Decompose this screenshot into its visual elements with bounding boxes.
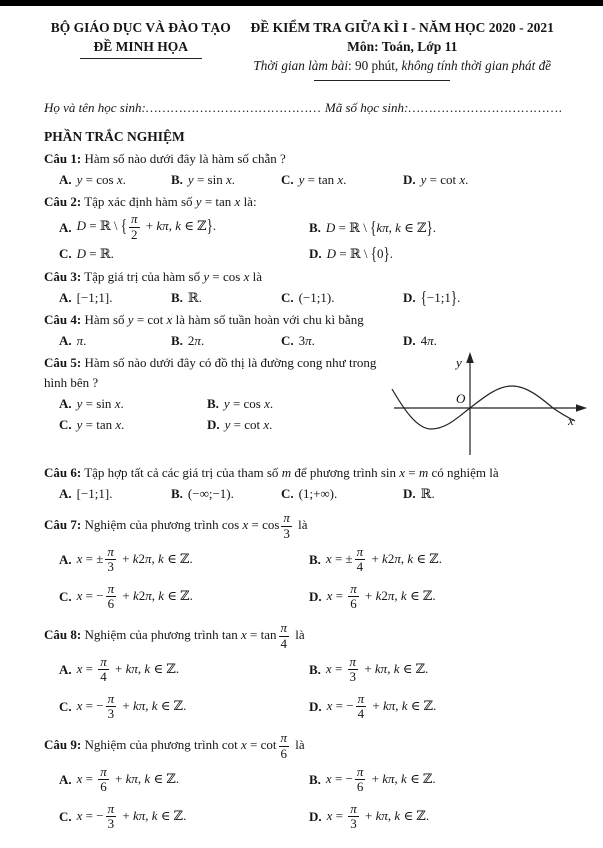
question-text-column	[44, 353, 384, 435]
option-label: D.	[309, 809, 322, 825]
question-number: Câu 5:	[44, 355, 82, 371]
option-text: 4π.	[420, 333, 437, 349]
option-d	[403, 483, 567, 504]
option-c	[59, 242, 309, 265]
option-d	[207, 414, 384, 435]
option-b	[309, 652, 567, 687]
duration-underline	[314, 80, 450, 81]
option-text: x = ± $\frac{\pi}{4}$ + k2π, k ∈ ℤ.	[325, 543, 442, 575]
option-text: x = $\frac{\pi}{3}$ + kπ, k ∈ ℤ.	[325, 653, 429, 685]
x-axis-label: x	[568, 413, 574, 429]
student-id-blank: ……………………………….	[408, 100, 564, 115]
option-d	[309, 242, 567, 265]
option-text: [−1;1].	[76, 486, 113, 502]
option-label: C.	[59, 417, 72, 433]
option-text: x = − $\frac{\pi}{4}$ + kπ, k ∈ ℤ.	[326, 690, 437, 722]
option-text: [−1;1].	[76, 290, 113, 306]
option-a	[59, 212, 309, 242]
option-label: C.	[281, 486, 294, 502]
duration-note: không tính thời gian phát đề	[401, 58, 552, 73]
option-label: A.	[59, 552, 72, 568]
question	[44, 267, 567, 308]
question	[44, 310, 567, 351]
options	[44, 652, 567, 724]
option-a	[59, 393, 207, 414]
option-c	[281, 483, 403, 504]
question-stem: Câu 7: Nghiệm của phương trình cos x = cos $\frac{\pi}{3}$ là	[44, 510, 308, 541]
option-d	[403, 330, 567, 351]
option-a	[59, 483, 171, 504]
option-label: B.	[309, 552, 321, 568]
option-text: y = cot x.	[420, 172, 469, 187]
option-d	[309, 579, 567, 614]
option-label: A.	[59, 486, 72, 502]
option-label: A.	[59, 662, 72, 678]
option-label: D.	[403, 290, 416, 306]
duration-label: Thời gian làm bài	[253, 58, 349, 73]
question-number: Câu 1:	[44, 151, 82, 166]
exam-subject: Môn: Toán, Lớp 11	[347, 39, 458, 54]
option-label: A.	[59, 290, 72, 306]
option-text: ℝ.	[187, 290, 202, 306]
section-title: PHẦN TRẮC NGHIỆM	[44, 129, 185, 144]
option-text: (−1;1).	[298, 290, 335, 306]
question-stem: Câu 1: Hàm số nào dưới đây là hàm số chẵn ?	[44, 151, 286, 166]
option-text: ℝ.	[420, 486, 435, 502]
ministry-name: BỘ GIÁO DỤC VÀ ĐÀO TẠO	[50, 20, 231, 35]
question-number: Câu 8:	[44, 627, 82, 643]
options	[44, 330, 567, 351]
option-text: (1;+∞).	[298, 486, 338, 502]
option-a	[59, 330, 171, 351]
option-c	[281, 287, 403, 308]
option-label: C.	[59, 589, 72, 605]
option-label: B.	[207, 396, 219, 412]
question	[44, 731, 567, 834]
question-number: Câu 6:	[44, 465, 82, 481]
question-stem: Câu 6: Tập hợp tất cả các giá trị của tham số m để phương trình sin x = m có nghiệm là	[44, 465, 499, 481]
option-text: y = tan x.	[76, 417, 125, 433]
option-text: x = $\frac{\pi}{6}$ + k2π, k ∈ ℤ.	[326, 580, 436, 612]
option-d	[403, 169, 567, 190]
option-d	[309, 689, 567, 724]
options	[44, 287, 567, 308]
question-stem: Câu 8: Nghiệm của phương trình tan x = tan $\frac{\pi}{4}$ là	[44, 620, 305, 651]
option-label: C.	[281, 290, 294, 306]
option-label: C.	[281, 333, 294, 349]
option-b	[207, 393, 384, 414]
option-text: x = $\frac{\pi}{4}$ + kπ, k ∈ ℤ.	[76, 653, 180, 685]
student-id-label: Mã số học sinh:	[321, 100, 409, 115]
option-a	[59, 169, 171, 190]
options	[44, 483, 567, 504]
option-text: x = $\frac{\pi}{6}$ + kπ, k ∈ ℤ.	[76, 763, 180, 795]
option-label: C.	[281, 172, 294, 187]
option-text: x = $\frac{\pi}{3}$ + kπ, k ∈ ℤ.	[326, 800, 430, 832]
question	[44, 192, 567, 265]
option-label: C.	[59, 246, 72, 262]
option-label: A.	[59, 772, 72, 788]
option-label: D.	[207, 417, 220, 433]
option-d	[403, 287, 567, 308]
header-right	[238, 18, 567, 81]
options	[44, 169, 567, 190]
option-c	[59, 689, 309, 724]
options	[44, 542, 567, 614]
option-a	[59, 287, 171, 308]
option-text: y = tan x.	[298, 172, 347, 187]
question	[44, 511, 567, 614]
student-name-blank: ……………………………………	[145, 100, 322, 115]
option-text: y = sin x.	[187, 172, 235, 187]
student-info-line	[44, 98, 567, 118]
option-text: 3π.	[298, 333, 315, 349]
option-label: B.	[171, 172, 183, 187]
option-label: C.	[59, 699, 72, 715]
question	[44, 149, 567, 190]
question	[44, 353, 574, 461]
option-text: y = cot x.	[224, 417, 273, 433]
x-axis-arrow	[576, 404, 587, 412]
question-number: Câu 9:	[44, 737, 82, 753]
option-a	[59, 542, 309, 577]
option-label: D.	[309, 699, 322, 715]
option-b	[309, 542, 567, 577]
option-label: B.	[171, 486, 183, 502]
sine-graph	[390, 351, 590, 461]
y-axis-arrow	[466, 352, 474, 363]
option-text: D = ℝ \ {kπ, k ∈ ℤ}.	[325, 216, 437, 238]
option-label: D.	[309, 246, 322, 262]
option-c	[281, 169, 403, 190]
option-a	[59, 762, 309, 797]
page-top-border	[0, 0, 603, 6]
option-label: B.	[309, 662, 321, 678]
option-text: x = ± $\frac{\pi}{3}$ + k2π, k ∈ ℤ.	[76, 543, 193, 575]
option-c	[59, 579, 309, 614]
exam-header	[44, 18, 567, 81]
option-b	[309, 212, 567, 242]
option-text: D = ℝ.	[76, 246, 114, 262]
option-label: B.	[309, 219, 321, 235]
option-label: C.	[59, 809, 72, 825]
question	[44, 621, 567, 724]
option-label: A.	[59, 396, 72, 412]
question-stem: Câu 4: Hàm số y = cot x là hàm số tuần hoàn với chu kì bằng	[44, 312, 364, 328]
option-text: π.	[76, 333, 87, 349]
exam-title: ĐỀ KIỂM TRA GIỮA KÌ I - NĂM HỌC 2020 - 2021	[250, 20, 554, 35]
option-label: A.	[59, 219, 72, 235]
options	[44, 762, 567, 834]
question-with-graph-row	[44, 353, 574, 461]
student-name-label: Họ và tên học sinh:	[44, 100, 146, 115]
option-text: {−1;1}.	[420, 287, 461, 308]
question-stem: Câu 3: Tập giá trị của hàm số y = cos x là	[44, 269, 262, 285]
option-label: D.	[403, 333, 416, 349]
option-b	[171, 287, 281, 308]
option-text: y = cos x.	[76, 172, 126, 187]
option-b	[309, 762, 567, 797]
option-label: A.	[59, 333, 72, 349]
duration-value: : 90 phút,	[348, 58, 402, 73]
option-label: B.	[171, 333, 183, 349]
exam-page	[0, 18, 603, 834]
option-text: D = ℝ \ {0}.	[326, 243, 394, 264]
option-c	[59, 414, 207, 435]
question-number: Câu 3:	[44, 269, 82, 285]
exam-duration-line	[238, 56, 567, 81]
option-label: D.	[309, 589, 322, 605]
option-text: D = ℝ \ { $\frac{\pi}{2}$ + kπ, k ∈ ℤ}.	[76, 211, 217, 242]
question	[44, 463, 567, 504]
option-text: y = sin x.	[76, 396, 124, 412]
y-axis-label: y	[456, 355, 462, 371]
option-d	[309, 799, 567, 834]
option-text: x = − $\frac{\pi}{6}$ + k2π, k ∈ ℤ.	[76, 580, 193, 612]
option-label: B.	[171, 290, 183, 306]
option-c	[59, 799, 309, 834]
origin-label: O	[456, 391, 466, 407]
option-text: x = − $\frac{\pi}{3}$ + kπ, k ∈ ℤ.	[76, 690, 187, 722]
question-number: Câu 2:	[44, 194, 82, 209]
question-number: Câu 4:	[44, 312, 82, 328]
question-stem: Câu 2: Tập xác định hàm số y = tan x là:	[44, 194, 257, 209]
question-stem: Câu 5: Hàm số nào dưới đây có đồ thị là đường cong như trong hình bên ?	[44, 355, 377, 391]
option-text: y = cos x.	[223, 396, 274, 412]
sine-curve-figure	[390, 351, 590, 457]
option-c	[281, 330, 403, 351]
options	[44, 393, 384, 435]
option-label: A.	[59, 172, 72, 187]
option-text: 2π.	[187, 333, 205, 349]
exam-type-label: ĐỀ MINH HỌA	[80, 37, 203, 59]
option-label: B.	[309, 772, 321, 788]
question-number: Câu 7:	[44, 517, 82, 533]
option-text: x = − $\frac{\pi}{3}$ + kπ, k ∈ ℤ.	[76, 800, 187, 832]
option-text: (−∞;−1).	[187, 486, 234, 502]
option-a	[59, 652, 309, 687]
question-stem: Câu 9: Nghiệm của phương trình cot x = cot $\frac{\pi}{6}$ là	[44, 730, 305, 761]
option-label: D.	[403, 486, 416, 502]
option-text: x = − $\frac{\pi}{6}$ + kπ, k ∈ ℤ.	[325, 763, 436, 795]
option-label: D.	[403, 172, 416, 187]
option-b	[171, 169, 281, 190]
questions	[44, 149, 574, 834]
options	[44, 212, 567, 265]
option-b	[171, 483, 281, 504]
header-left	[44, 18, 238, 81]
option-b	[171, 330, 281, 351]
